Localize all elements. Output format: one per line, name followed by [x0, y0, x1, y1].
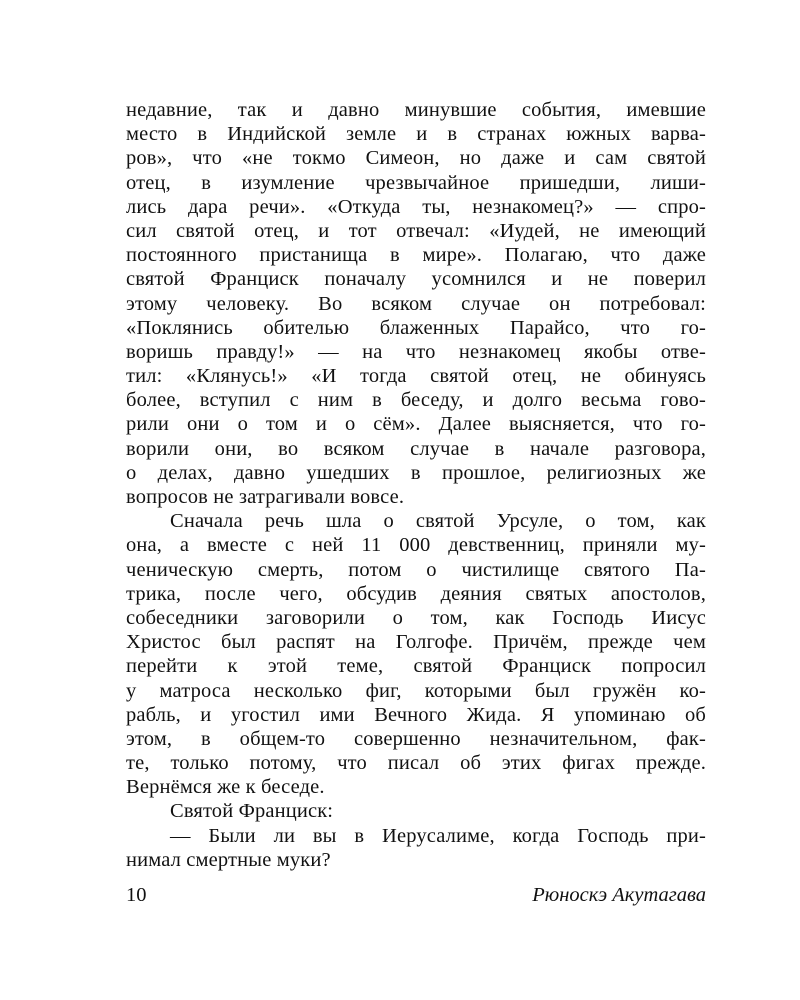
- text-line: — Были ли вы в Иерусалиме, когда Господь при-: [170, 824, 706, 847]
- text-line: вопросов не затрагивали вовсе.: [126, 486, 405, 508]
- text-line: «Поклянись обителью блаженных Парайсо, что го-: [126, 316, 706, 339]
- text-line: рили они о том и о сём». Далее выясняется, что го-: [126, 413, 706, 436]
- text-line: ворили они, во всяком случае в начале разговора,: [126, 437, 706, 460]
- running-author: Рюноскэ Акутагава: [532, 884, 706, 906]
- page-number: 10: [126, 884, 147, 906]
- text-line: святой Франциск поначалу усомнился и не поверил: [126, 268, 706, 291]
- text-line: тил: «Клянусь!» «И тогда святой отец, не обинуясь: [126, 365, 706, 388]
- text-line: сил святой отец, и тот отвечал: «Иудей, не имеющий: [126, 219, 706, 242]
- text-line: место в Индийской земле и в странах южных варва-: [126, 123, 706, 146]
- text-line: о делах, давно ушедших в прошлое, религиозных же: [126, 461, 706, 484]
- text-line: перейти к этой теме, святой Франциск попросил: [126, 655, 706, 678]
- text-line: недавние, так и давно минувшие события, имевшие: [126, 99, 706, 121]
- text-line: лись дара речи». «Откуда ты, незнакомец?» — спро-: [126, 195, 706, 218]
- text-line: этому человеку. Во всяком случае он потребовал:: [126, 292, 706, 315]
- text-line: нимал смертные муки?: [126, 848, 331, 871]
- text-line: собеседники заговорили о том, как Господь Иисус: [126, 606, 706, 629]
- text-line: ров», что «не токмо Симеон, но даже и сам святой: [126, 147, 706, 170]
- text-line: рабль, и угостил ими Вечного Жида. Я упоминаю об: [126, 703, 706, 726]
- page-body: [126, 98, 706, 872]
- text-line: более, вступил с ним в беседу, и долго весьма гово-: [126, 389, 706, 412]
- text-line: трика, после чего, обсудив деяния святых апостолов,: [126, 582, 706, 605]
- text-line: у матроса несколько фиг, которыми был гружён ко-: [126, 679, 706, 702]
- text-line: ченическую смерть, потом о чистилище святого Па-: [126, 558, 706, 581]
- text-line: этом, в общем-то совершенно незначительном, фак-: [126, 727, 706, 750]
- text-line: отец, в изумление чрезвычайное пришедши, лиши-: [126, 171, 706, 194]
- text-line: она, а вместе с ней 11 000 девственниц, приняли му-: [126, 534, 706, 557]
- page-footer: [126, 884, 706, 912]
- text-line: постоянного пристанища в мире». Полагаю, что даже: [126, 244, 706, 267]
- text-line: Христос был распят на Голгофе. Причём, прежде чем: [126, 631, 706, 654]
- text-line: воришь правду!» — на что незнакомец якобы отве-: [126, 340, 706, 363]
- text-line: Сначала речь шла о святой Урсуле, о том, как: [170, 510, 706, 533]
- text-line: Святой Франциск:: [170, 800, 334, 823]
- text-line: Вернёмся же к беседе.: [126, 776, 325, 799]
- text-line: те, только потому, что писал об этих фигах прежде.: [126, 752, 706, 775]
